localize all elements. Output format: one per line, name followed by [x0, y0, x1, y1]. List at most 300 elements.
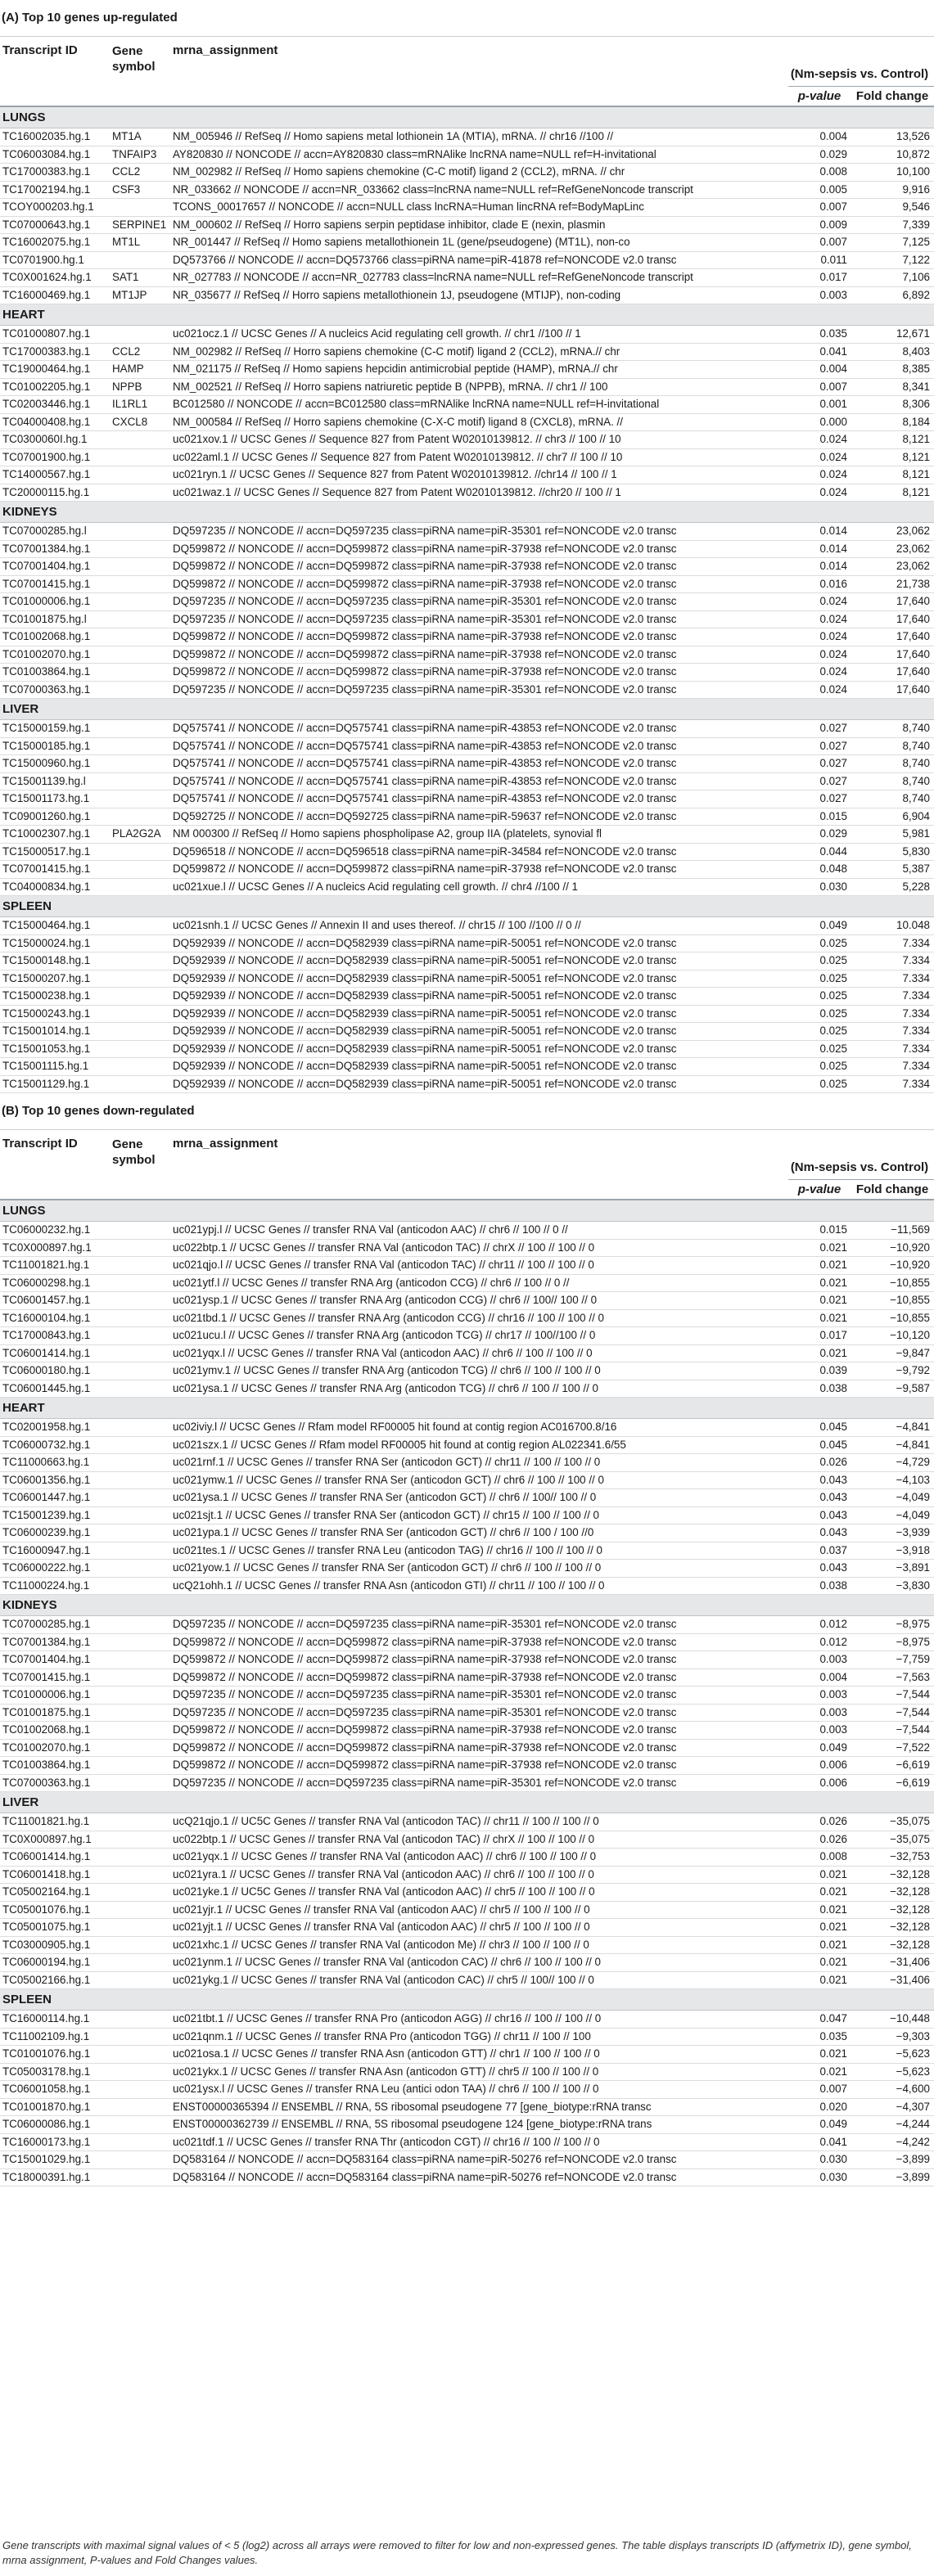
fold-change-cell: −32,128 [890, 1938, 930, 1951]
p-value-cell: 0.024 [819, 433, 847, 445]
transcript-id-cell: TC01001076.hg.1 [2, 2047, 91, 2060]
header-p-value: p-value [797, 89, 842, 103]
p-value-cell: 0.021 [819, 1311, 847, 1324]
mrna-assignment-cell: uc02iviy.l // UCSC Genes // Rfam model RF00005 hit found at contig region AC016700.8/16 [173, 1421, 617, 1433]
mrna-assignment-cell: DQ599872 // NONCODE // accn=DQ599872 class=piRNA name=piR-37938 ref=NONCODE v2.0 transc [173, 1759, 677, 1771]
mrna-assignment-cell: DQ592939 // NONCODE // accn=DQ582939 class=piRNA name=piR-50051 ref=NONCODE v2.0 transc [173, 954, 677, 966]
fold-change-cell: 8,740 [902, 774, 930, 787]
table-row [0, 628, 934, 646]
table-row [0, 1740, 934, 1758]
table-row [0, 1454, 934, 1472]
table-row [0, 682, 934, 700]
p-value-cell: 0.043 [819, 1473, 847, 1486]
transcript-id-cell: TC06000194.hg.1 [2, 1956, 91, 1968]
p-value-cell: 0.029 [819, 827, 847, 840]
table-row [0, 1076, 934, 1094]
fold-change-cell: 7.334 [902, 1042, 930, 1055]
mrna-assignment-cell: uc021ynm.1 // UCSC Genes // transfer RNA Val (anticodon CAC) // chr6 // 100 // 100 // 0 [173, 1956, 601, 1968]
table-row [0, 2011, 934, 2029]
gene-symbol-cell: MT1L [112, 236, 141, 248]
p-value-cell: 0.025 [819, 1077, 847, 1090]
transcript-id-cell: TC09001260.hg.1 [2, 809, 91, 822]
mrna-assignment-cell: uc021ykg.1 // UCSC Genes // transfer RNA Val (anticodon CAC) // chr5 // 100// 100 // 0 [173, 1973, 594, 1986]
fold-change-cell: −10,448 [890, 2012, 930, 2024]
transcript-id-cell: TC04000834.hg.1 [2, 880, 91, 893]
mrna-assignment-cell: uc021qnm.1 // UCSC Genes // transfer RNA Pro (anticodon TGG) // chr11 // 100 // 100 [173, 2029, 591, 2042]
p-value-cell: 0.025 [819, 971, 847, 984]
mrna-assignment-cell: NR_027783 // NONCODE // accn=NR_027783 class=lncRNA name=NULL ref=RefGeneNoncode transcript [173, 271, 693, 283]
p-value-cell: 0.021 [819, 1276, 847, 1289]
mrna-assignment-cell: ucQ21qjo.1 // UC5C Genes // transfer RNA Val (anticodon TAC) // chr11 // 100 // 100 // 0 [173, 1815, 599, 1827]
mrna-assignment-cell: uc021tes.1 // UCSC Genes // transfer RNA Leu (anticodon TAG) // chr16 // 100 // 100 // 0 [173, 1543, 602, 1556]
p-value-cell: 0.006 [819, 1759, 847, 1771]
transcript-id-cell: TC07000285.hg.1 [2, 1618, 91, 1630]
mrna-assignment-cell: uc021tdf.1 // UCSC Genes // transfer RNA Thr (anticodon CGT) // chr16 // 100 // 100 // 0 [173, 2135, 600, 2148]
p-value-cell: 0.047 [819, 2012, 847, 2024]
table-row [0, 396, 934, 414]
transcript-id-cell: TC19000464.hg.1 [2, 363, 91, 375]
transcript-id-cell: TC11001821.hg.1 [2, 1259, 90, 1271]
p-value-cell: 0.025 [819, 1042, 847, 1055]
p-value-cell: 0.009 [819, 218, 847, 231]
table-row [0, 1919, 934, 1937]
table-row [0, 664, 934, 682]
p-value-cell: 0.011 [820, 253, 847, 266]
fold-change-cell: −10,855 [890, 1311, 930, 1324]
p-value-cell: 0.021 [819, 1259, 847, 1271]
transcript-id-cell: TC05002164.hg.1 [2, 1885, 91, 1898]
p-value-cell: 0.014 [819, 525, 847, 537]
transcript-id-cell: TC15000238.hg.1 [2, 989, 91, 1002]
table-row [0, 1380, 934, 1398]
p-value-cell: 0.000 [819, 415, 847, 428]
fold-change-cell: −32,128 [890, 1867, 930, 1880]
fold-change-cell: 21,738 [896, 577, 930, 590]
p-value-cell: 0.030 [819, 2170, 847, 2183]
transcript-id-cell: TC06001058.hg.1 [2, 2083, 91, 2095]
p-value-cell: 0.027 [819, 739, 847, 752]
transcript-id-cell: TC15000464.hg.1 [2, 919, 91, 931]
p-value-cell: 0.025 [819, 954, 847, 966]
mrna-assignment-cell: uc021xue.l // UCSC Genes // A nucleics Acid regulating cell growth. // chr4 //100 // 1 [173, 880, 578, 893]
header-comparison: (Nm-sepsis vs. Control) [790, 67, 929, 81]
transcript-id-cell: TC06001447.hg.1 [2, 1491, 91, 1503]
fold-change-cell: −7,563 [896, 1670, 930, 1683]
fold-change-cell: −7,544 [896, 1688, 930, 1700]
fold-change-cell: −32,753 [890, 1850, 930, 1862]
p-value-cell: 0.021 [819, 1921, 847, 1933]
p-value-cell: 0.043 [819, 1561, 847, 1574]
fold-change-cell: −35,075 [890, 1832, 930, 1845]
fold-change-cell: 8,121 [902, 450, 930, 463]
tissue-heading: SPLEEN [0, 1989, 934, 2011]
table-row [0, 611, 934, 629]
fold-change-cell: 7.334 [902, 954, 930, 966]
mrna-assignment-cell: uc021ryn.1 // UCSC Genes // Sequence 827 from Patent W02010139812. //chr14 // 100 // 1 [173, 468, 617, 480]
table-row [0, 1419, 934, 1437]
fold-change-cell: 5,228 [902, 880, 930, 893]
table-row [0, 844, 934, 862]
gene-symbol-cell: TNFAIP3 [112, 147, 157, 160]
table-row [0, 1437, 934, 1455]
gene-symbol-cell: MT1A [112, 130, 142, 142]
p-value-cell: 0.024 [819, 612, 847, 625]
transcript-id-cell: TC07000285.hg.l [2, 525, 87, 537]
fold-change-cell: 17,640 [896, 630, 930, 642]
table-row [0, 1310, 934, 1328]
mrna-assignment-cell: DQ599872 // NONCODE // accn=DQ599872 class=piRNA name=piR-37938 ref=NONCODE v2.0 transc [173, 630, 677, 642]
transcript-id-cell: TC01002068.hg.1 [2, 1723, 91, 1736]
tissue-heading: LIVER [0, 699, 934, 720]
p-value-cell: 0.021 [819, 1346, 847, 1359]
table-row [0, 1884, 934, 1902]
p-value-cell: 0.021 [819, 1956, 847, 1968]
fold-change-cell: 13,526 [896, 130, 930, 142]
p-value-cell: 0.004 [819, 1670, 847, 1683]
fold-change-cell: 8,740 [902, 757, 930, 769]
transcript-id-cell: TC15000243.hg.1 [2, 1007, 91, 1020]
mrna-assignment-cell: DQ599872 // NONCODE // accn=DQ599872 class=piRNA name=piR-37938 ref=NONCODE v2.0 transc [173, 1653, 677, 1665]
p-value-cell: 0.024 [819, 647, 847, 660]
transcript-id-cell: TC02003446.hg.1 [2, 398, 91, 410]
fold-change-cell: −9,587 [896, 1381, 930, 1394]
fold-change-cell: 5,830 [902, 844, 930, 858]
fold-change-cell: 8,385 [902, 363, 930, 375]
mrna-assignment-cell: DQ592939 // NONCODE // accn=DQ582939 class=piRNA name=piR-50051 ref=NONCODE v2.0 transc [173, 971, 677, 984]
p-value-cell: 0.024 [819, 595, 847, 607]
p-value-cell: 0.048 [819, 862, 847, 875]
table-row [0, 287, 934, 305]
mrna-assignment-cell: DQ575741 // NONCODE // accn=DQ575741 class=piRNA name=piR-43853 ref=NONCODE v2.0 transc [173, 757, 677, 769]
transcript-id-cell: TC10002307.hg.1 [2, 827, 91, 840]
table-row [0, 826, 934, 844]
mrna-assignment-cell: uc022btp.1 // UCSC Genes // transfer RNA Val (anticodon TAC) // chrX // 100 // 100 // 0 [173, 1832, 595, 1845]
table-row [0, 199, 934, 217]
p-value-cell: 0.043 [819, 1508, 847, 1521]
header-mrna-assignment: mrna_assignment [173, 43, 278, 57]
table-row [0, 1705, 934, 1723]
table-row [0, 1813, 934, 1831]
transcript-id-cell: TC15000024.hg.1 [2, 936, 91, 949]
mrna-assignment-cell: uc021ymv.1 // UCSC Genes // transfer RNA Arg (anticodon TCG) // chr6 // 100 // 100 // 0 [173, 1364, 601, 1376]
fold-change-cell: −3,899 [896, 2153, 930, 2165]
transcript-id-cell: TC17000383.hg.1 [2, 345, 91, 358]
table-row [0, 1257, 934, 1275]
mrna-assignment-cell: DQ599872 // NONCODE // accn=DQ599872 class=piRNA name=piR-37938 ref=NONCODE v2.0 transc [173, 1635, 677, 1648]
mrna-assignment-cell: DQ592939 // NONCODE // accn=DQ582939 class=piRNA name=piR-50051 ref=NONCODE v2.0 transc [173, 1042, 677, 1055]
mrna-assignment-cell: DQ597235 // NONCODE // accn=DQ597235 class=piRNA name=piR-35301 ref=NONCODE v2.0 transc [173, 1776, 677, 1789]
mrna-assignment-cell: uc021yow.1 // UCSC Genes // transfer RNA Ser (anticodon GCT) // chr6 // 100 // 100 // 0 [173, 1561, 602, 1574]
table-row [0, 1023, 934, 1041]
transcript-id-cell: TC05001076.hg.1 [2, 1903, 91, 1916]
mrna-assignment-cell: DQ597235 // NONCODE // accn=DQ597235 class=piRNA name=piR-35301 ref=NONCODE v2.0 transc [173, 612, 677, 625]
mrna-assignment-cell: uc021ykx.1 // UCSC Genes // transfer RNA Asn (anticodon GTT) // chr5 // 100 // 100 // 0 [173, 2065, 599, 2078]
transcript-id-cell: TC15001139.hg.l [2, 774, 86, 787]
fold-change-cell: 23,062 [896, 542, 930, 555]
fold-change-cell: −3,918 [896, 1543, 930, 1556]
fold-change-cell: 9,546 [902, 200, 930, 213]
mrna-assignment-cell: NM_002982 // RefSeq // Homo sapiens chemokine (C-C motif) ligand 2 (CCL2), mRNA. // chr [173, 165, 625, 178]
mrna-assignment-cell: DQ592939 // NONCODE // accn=DQ582939 class=piRNA name=piR-50051 ref=NONCODE v2.0 transc [173, 1007, 677, 1020]
table-row [0, 234, 934, 252]
header-gene-symbol: Gene symbol [112, 1137, 156, 1167]
transcript-id-cell: TC05002166.hg.1 [2, 1973, 91, 1986]
header-p-value: p-value [797, 1182, 842, 1196]
fold-change-cell: 7,339 [902, 218, 930, 231]
mrna-assignment-cell: DQ599872 // NONCODE // accn=DQ599872 class=piRNA name=piR-37938 ref=NONCODE v2.0 transc [173, 665, 677, 678]
p-value-cell: 0.006 [819, 1776, 847, 1789]
transcript-id-cell: TC16000469.hg.1 [2, 288, 91, 301]
p-value-cell: 0.021 [819, 1867, 847, 1880]
section-title: (A) Top 10 genes up-regulated [2, 11, 178, 25]
header-comparison: (Nm-sepsis vs. Control) [790, 1160, 929, 1174]
transcript-id-cell: TC15000185.hg.1 [2, 739, 91, 752]
mrna-assignment-cell: TCONS_00017657 // NONCODE // accn=NULL class lncRNA=Human lincRNA ref=BodyMapLinc [173, 200, 644, 213]
p-value-cell: 0.026 [819, 1832, 847, 1845]
table-row [0, 541, 934, 559]
transcript-id-cell: TC06000239.hg.1 [2, 1526, 91, 1538]
fold-change-cell: 8,121 [902, 433, 930, 445]
fold-change-cell: −4,244 [896, 2118, 930, 2130]
p-value-cell: 0.049 [819, 2118, 847, 2130]
fold-change-cell: −9,792 [896, 1364, 930, 1376]
p-value-cell: 0.041 [819, 345, 847, 358]
table-row [0, 2169, 934, 2187]
mrna-assignment-cell: uc021snh.1 // UCSC Genes // Annexin II and uses thereof. // chr15 // 100 //100 // 0 // [173, 919, 581, 931]
table-row [0, 1669, 934, 1687]
p-value-cell: 0.035 [819, 327, 847, 340]
mrna-assignment-cell: uc021qjo.l // UCSC Genes // transfer RNA Val (anticodon TAC) // chr11 // 100 // 100 // 0 [173, 1259, 594, 1271]
table-row [0, 1524, 934, 1542]
transcript-id-cell: TC07000643.hg.1 [2, 218, 91, 231]
table-row [0, 1634, 934, 1652]
mrna-assignment-cell: ENST00000362739 // ENSEMBL // RNA, 5S ribosomal pseudogene 124 [gene_biotype:rRNA trans [173, 2118, 652, 2130]
fold-change-cell: −7,544 [896, 1705, 930, 1718]
fold-change-cell: 12,671 [896, 327, 930, 340]
mrna-assignment-cell: uc021ysx.l // UCSC Genes // transfer RNA Leu (antici odon TAA) // chr6 // 100 // 100 // 0 [173, 2083, 599, 2095]
table-row [0, 1275, 934, 1293]
transcript-id-cell: TCOY000203.hg.1 [2, 200, 94, 213]
table-row [0, 1902, 934, 1920]
fold-change-cell: 8,121 [902, 485, 930, 498]
p-value-cell: 0.049 [819, 919, 847, 931]
table-row [0, 576, 934, 594]
fold-change-cell: −32,128 [890, 1921, 930, 1933]
transcript-id-cell: TC11000224.hg.1 [2, 1578, 90, 1592]
fold-change-cell: 7,125 [902, 236, 930, 248]
tissue-heading: KIDNEYS [0, 502, 934, 523]
transcript-id-cell: TC05003178.hg.1 [2, 2065, 91, 2078]
p-value-cell: 0.024 [819, 485, 847, 498]
fold-change-cell: −8,975 [896, 1635, 930, 1648]
table-row [0, 344, 934, 362]
table-row [0, 2134, 934, 2152]
p-value-cell: 0.025 [819, 1007, 847, 1020]
mrna-assignment-cell: uc021ytf.l // UCSC Genes // transfer RNA Arg (anticodon CCG) // chr6 // 100 // 0 // [173, 1276, 570, 1289]
fold-change-cell: 9,916 [902, 182, 930, 196]
p-value-cell: 0.027 [819, 757, 847, 769]
fold-change-cell: 8,740 [902, 722, 930, 734]
header-fold-change: Fold change [855, 1182, 929, 1196]
table-row [0, 361, 934, 379]
mrna-assignment-cell: NM_000602 // RefSeq // Horro sapiens serpin peptidase inhibitor, clade E (nexin, plasmin [173, 218, 606, 231]
table-row [0, 1954, 934, 1972]
table-row [0, 1937, 934, 1955]
transcript-id-cell: TC06000180.hg.1 [2, 1364, 91, 1376]
table-row [0, 1362, 934, 1380]
mrna-assignment-cell: uc021osa.1 // UCSC Genes // transfer RNA Asn (anticodon GTT) // chr1 // 100 // 100 // 0 [173, 2047, 600, 2060]
transcript-id-cell: TC17000383.hg.1 [2, 165, 91, 178]
mrna-assignment-cell: uc021yra.1 // UCSC Genes // transfer RNA Val (anticodon AAC) // chr6 // 100 // 100 // 0 [173, 1867, 594, 1880]
p-value-cell: 0.025 [819, 989, 847, 1002]
p-value-cell: 0.021 [819, 1973, 847, 1986]
mrna-assignment-cell: DQ583164 // NONCODE // accn=DQ583164 class=piRNA name=piR-50276 ref=NONCODE v2.0 transc [173, 2170, 677, 2183]
mrna-assignment-cell: DQ599872 // NONCODE // accn=DQ599872 class=piRNA name=piR-37938 ref=NONCODE v2.0 transc [173, 560, 677, 572]
mrna-assignment-cell: uc021ypa.1 // UCSC Genes // transfer RNA Ser (anticodon GCT) // chr6 // 100 / 100 //0 [173, 1526, 594, 1538]
fold-change-cell: −3,830 [896, 1578, 930, 1592]
mrna-assignment-cell: DQ597235 // NONCODE // accn=DQ597235 class=piRNA name=piR-35301 ref=NONCODE v2.0 transc [173, 525, 677, 537]
gene-symbol-cell: CCL2 [112, 165, 141, 178]
gene-symbol-cell: IL1RL1 [112, 398, 148, 410]
table-row [0, 2046, 934, 2064]
table-row [0, 917, 934, 935]
mrna-assignment-cell: DQ592939 // NONCODE // accn=DQ582939 class=piRNA name=piR-50051 ref=NONCODE v2.0 transc [173, 1077, 677, 1090]
transcript-id-cell: TC17000843.hg.1 [2, 1329, 91, 1341]
table-row [0, 2064, 934, 2082]
transcript-id-cell: TC04000408.hg.1 [2, 415, 91, 428]
table-row [0, 164, 934, 182]
transcript-id-cell: TC01003864.hg.1 [2, 665, 91, 678]
p-value-cell: 0.024 [819, 450, 847, 463]
fold-change-cell: −4,729 [896, 1456, 930, 1468]
table-header [0, 1129, 934, 1200]
header-rule [788, 1179, 934, 1180]
transcript-id-cell: TC15000517.hg.1 [2, 844, 91, 858]
p-value-cell: 0.027 [819, 792, 847, 804]
table-row [0, 971, 934, 989]
table-row [0, 790, 934, 808]
mrna-assignment-cell: uc021yqx.l // UCSC Genes // transfer RNA Val (anticodon AAC) // chr6 // 100 // 100 // 0 [173, 1346, 593, 1359]
fold-change-cell: −4,242 [896, 2135, 930, 2148]
p-value-cell: 0.021 [819, 1294, 847, 1306]
fold-change-cell: −4,600 [896, 2083, 930, 2095]
fold-change-cell: 8,403 [902, 345, 930, 358]
fold-change-cell: 10,100 [896, 165, 930, 178]
mrna-assignment-cell: DQ573766 // NONCODE // accn=DQ573766 class=piRNA name=piR-41878 ref=NONCODE v2.0 transc [173, 253, 677, 266]
tissue-heading: HEART [0, 304, 934, 326]
table-row [0, 1542, 934, 1560]
p-value-cell: 0.001 [819, 398, 847, 410]
mrna-assignment-cell: NM_002521 // RefSeq // Horro sapiens natriuretic peptide B (NPPB), mRNA. // chr1 // 100 [173, 380, 608, 393]
table-row [0, 808, 934, 826]
table-row [0, 1616, 934, 1634]
fold-change-cell: −6,619 [896, 1776, 930, 1789]
table-row [0, 1327, 934, 1345]
table-row [0, 379, 934, 397]
p-value-cell: 0.027 [819, 774, 847, 787]
mrna-assignment-cell: uc021rnf.1 // UCSC Genes // transfer RNA Ser (anticodon GCT) // chr11 // 100 // 100 // 0 [173, 1456, 601, 1468]
mrna-assignment-cell: DQ592939 // NONCODE // accn=DQ582939 class=piRNA name=piR-50051 ref=NONCODE v2.0 transc [173, 1060, 677, 1072]
transcript-id-cell: TC01000006.hg.1 [2, 595, 91, 607]
transcript-id-cell: TC06000222.hg.1 [2, 1561, 91, 1574]
mrna-assignment-cell: DQ597235 // NONCODE // accn=DQ597235 class=piRNA name=piR-35301 ref=NONCODE v2.0 transc [173, 1688, 677, 1700]
header-fold-change: Fold change [855, 89, 929, 103]
fold-change-cell: 7,106 [902, 271, 930, 283]
fold-change-cell: −10,855 [890, 1294, 930, 1306]
p-value-cell: 0.030 [819, 880, 847, 893]
fold-change-cell: −32,128 [890, 1885, 930, 1898]
mrna-assignment-cell: DQ599872 // NONCODE // accn=DQ599872 class=piRNA name=piR-37938 ref=NONCODE v2.0 transc [173, 647, 677, 660]
fold-change-cell: 8,740 [902, 792, 930, 804]
table-row [0, 1058, 934, 1076]
table-row [0, 952, 934, 971]
p-value-cell: 0.038 [819, 1381, 847, 1394]
mrna-assignment-cell: uc021yqx.1 // UCSC Genes // transfer RNA Val (anticodon AAC) // chr6 // 100 // 100 // 0 [173, 1850, 597, 1862]
fold-change-cell: −4,049 [896, 1508, 930, 1521]
mrna-assignment-cell: NM_021175 // RefSeq // Homo sapiens hepcidin antimicrobial peptide (HAMP), mRNA.// chr [173, 363, 618, 375]
table-row [0, 1222, 934, 1240]
fold-change-cell: −10,920 [890, 1259, 930, 1271]
fold-change-cell: 10,872 [896, 147, 930, 160]
table-row [0, 1240, 934, 1258]
table-row [0, 484, 934, 502]
p-value-cell: 0.015 [819, 1223, 847, 1236]
transcript-id-cell: TC0X000897.hg.1 [2, 1241, 92, 1254]
p-value-cell: 0.008 [819, 1850, 847, 1862]
transcript-id-cell: TC0701900.hg.1 [2, 253, 84, 266]
header-transcript-id: Transcript ID [2, 43, 78, 57]
table-row [0, 1775, 934, 1793]
fold-change-cell: −5,623 [896, 2047, 930, 2060]
table-header [0, 36, 934, 107]
transcript-id-cell: TC06003084.hg.1 [2, 147, 91, 160]
table-row [0, 2099, 934, 2117]
transcript-id-cell: TC15001115.hg.1 [2, 1060, 89, 1072]
table-row [0, 326, 934, 344]
p-value-cell: 0.021 [819, 2065, 847, 2078]
fold-change-cell: 7.334 [902, 1007, 930, 1020]
table-row [0, 861, 934, 879]
p-value-cell: 0.024 [819, 665, 847, 678]
p-value-cell: 0.007 [819, 236, 847, 248]
mrna-assignment-cell: DQ597235 // NONCODE // accn=DQ597235 class=piRNA name=piR-35301 ref=NONCODE v2.0 transc [173, 1705, 677, 1718]
p-value-cell: 0.003 [819, 1653, 847, 1665]
fold-change-cell: −6,619 [896, 1759, 930, 1771]
mrna-assignment-cell: DQ583164 // NONCODE // accn=DQ583164 class=piRNA name=piR-50276 ref=NONCODE v2.0 transc [173, 2153, 677, 2165]
p-value-cell: 0.021 [819, 2047, 847, 2060]
mrna-assignment-cell: DQ597235 // NONCODE // accn=DQ597235 class=piRNA name=piR-35301 ref=NONCODE v2.0 transc [173, 595, 677, 607]
p-value-cell: 0.016 [819, 577, 847, 590]
transcript-id-cell: TC11002109.hg.1 [2, 2029, 90, 2042]
mrna-assignment-cell: DQ575741 // NONCODE // accn=DQ575741 class=piRNA name=piR-43853 ref=NONCODE v2.0 transc [173, 792, 677, 804]
mrna-assignment-cell: DQ592725 // NONCODE // accn=DQ592725 class=piRNA name=piR-59637 ref=NONCODE v2.0 transc [173, 809, 677, 822]
fold-change-cell: 6,904 [902, 809, 930, 822]
p-value-cell: 0.044 [819, 844, 847, 858]
mrna-assignment-cell: NM 000300 // RefSeq // Homo sapiens phospholipase A2, group IIA (platelets, synovial fl [173, 827, 602, 840]
mrna-assignment-cell: DQ599872 // NONCODE // accn=DQ599872 class=piRNA name=piR-37938 ref=NONCODE v2.0 transc [173, 577, 677, 590]
table-row [0, 252, 934, 270]
mrna-assignment-cell: ENST00000365394 // ENSEMBL // RNA, 5S ribosomal pseudogene 77 [gene_biotype:rRNA transc [173, 2100, 652, 2113]
mrna-assignment-cell: NM_000584 // RefSeq // Horro sapiens chemokine (C-X-C motif) ligand 8 (CXCL8), mRNA. // [173, 415, 623, 428]
mrna-assignment-cell: NR_001447 // RefSeq // Homo sapiens metallothionein 1L (gene/pseudogene) (MT1L), non-co [173, 236, 630, 248]
table-row [0, 755, 934, 773]
table-row [0, 988, 934, 1006]
fold-change-cell: −31,406 [890, 1956, 930, 1968]
mrna-assignment-cell: DQ599872 // NONCODE // accn=DQ599872 class=piRNA name=piR-37938 ref=NONCODE v2.0 transc [173, 542, 677, 555]
fold-change-cell: −10,920 [890, 1241, 930, 1254]
transcript-id-cell: TC16000104.hg.1 [2, 1311, 91, 1324]
fold-change-cell: 17,640 [896, 612, 930, 625]
